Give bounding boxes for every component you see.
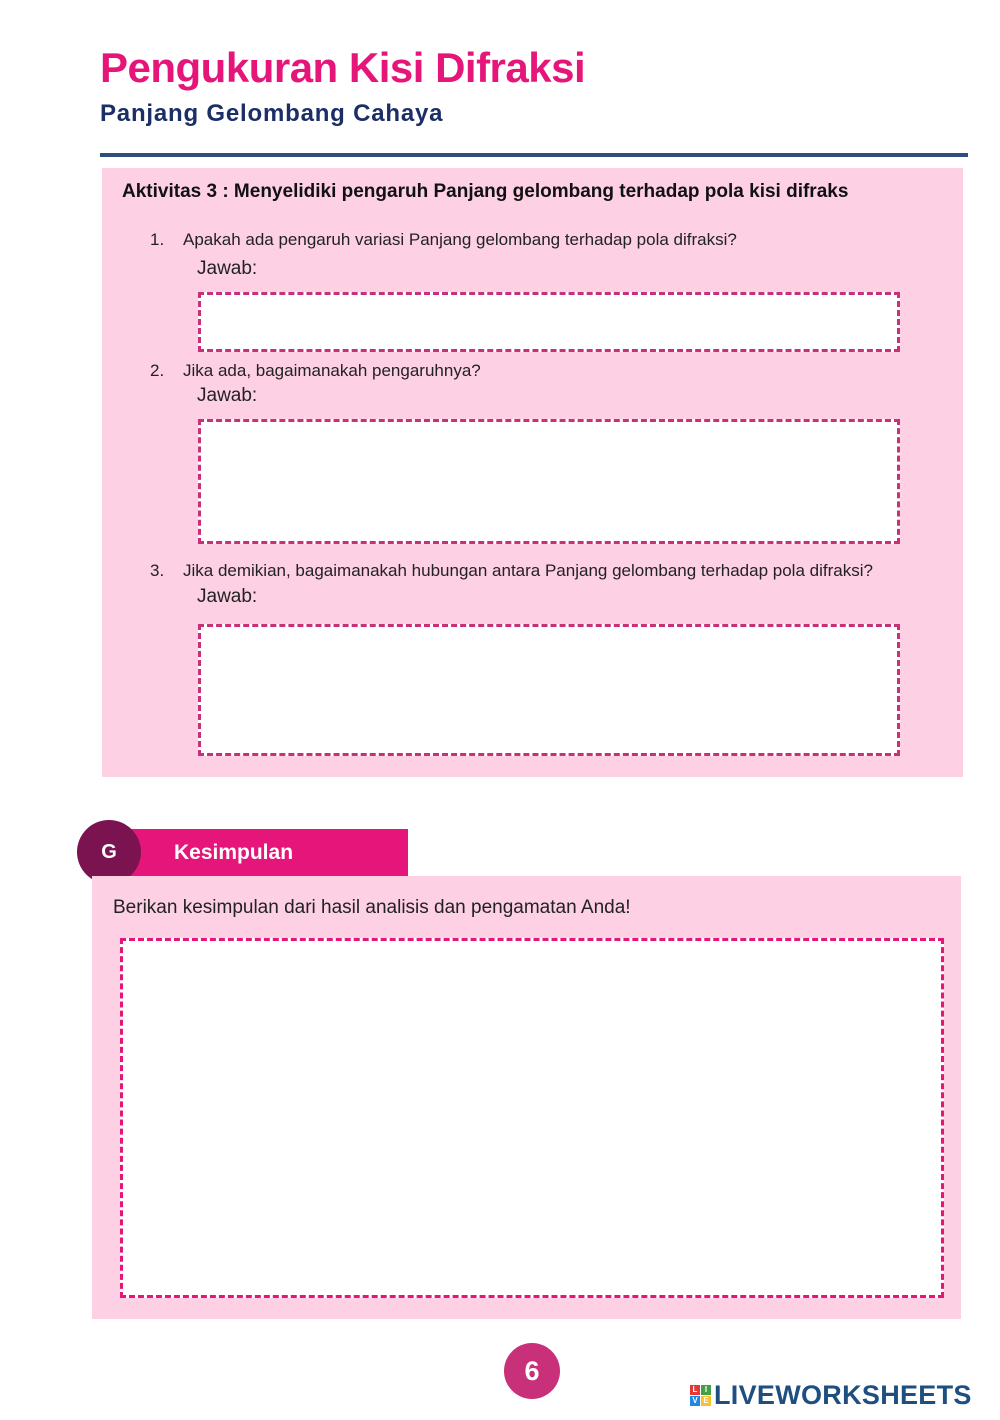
answer-box-2[interactable] — [198, 419, 900, 544]
section-title: Kesimpulan — [174, 841, 294, 864]
activity-title: Aktivitas 3 : Menyelidiki pengaruh Panjang gelombang terhadap pola kisi difraks — [122, 181, 849, 202]
question-1 — [150, 230, 737, 250]
question-number: 2. — [150, 361, 165, 380]
page-title: Pengukuran Kisi Difraksi — [100, 44, 586, 91]
section-letter: G — [101, 840, 117, 863]
logo-letter: I — [701, 1385, 711, 1395]
answer-box-3[interactable] — [198, 624, 900, 756]
answer-label: Jawab: — [197, 385, 258, 406]
answer-label: Jawab: — [197, 586, 258, 607]
logo-letter: L — [690, 1385, 700, 1395]
question-text: Apakah ada pengaruh variasi Panjang gelombang terhadap pola difraksi? — [183, 230, 737, 249]
liveworksheets-brand — [690, 1379, 972, 1411]
answer-label: Jawab: — [197, 258, 258, 279]
logo-letter: V — [690, 1396, 700, 1406]
page-subtitle: Panjang Gelombang Cahaya — [100, 100, 444, 127]
liveworksheets-logo-icon — [690, 1385, 711, 1406]
conclusion-answer-box[interactable] — [120, 938, 944, 1298]
question-number: 3. — [150, 561, 165, 580]
section-banner — [109, 829, 408, 876]
page-number: 6 — [524, 1355, 540, 1386]
question-text: Jika demikian, bagaimanakah hubungan antara Panjang gelombang terhadap pola difraksi? — [183, 561, 873, 580]
question-text: Jika ada, bagaimanakah pengaruhnya? — [183, 361, 481, 380]
answer-box-1[interactable] — [198, 292, 900, 352]
section-letter-badge — [77, 820, 141, 884]
question-number: 1. — [150, 230, 165, 249]
question-2 — [150, 361, 481, 381]
conclusion-prompt: Berikan kesimpulan dari hasil analisis dan pengamatan Anda! — [113, 897, 631, 918]
logo-letter: E — [701, 1396, 711, 1406]
header-divider — [100, 153, 968, 157]
question-3 — [150, 561, 873, 581]
page-number-badge — [504, 1343, 560, 1399]
brand-name: LIVEWORKSHEETS — [714, 1379, 972, 1410]
